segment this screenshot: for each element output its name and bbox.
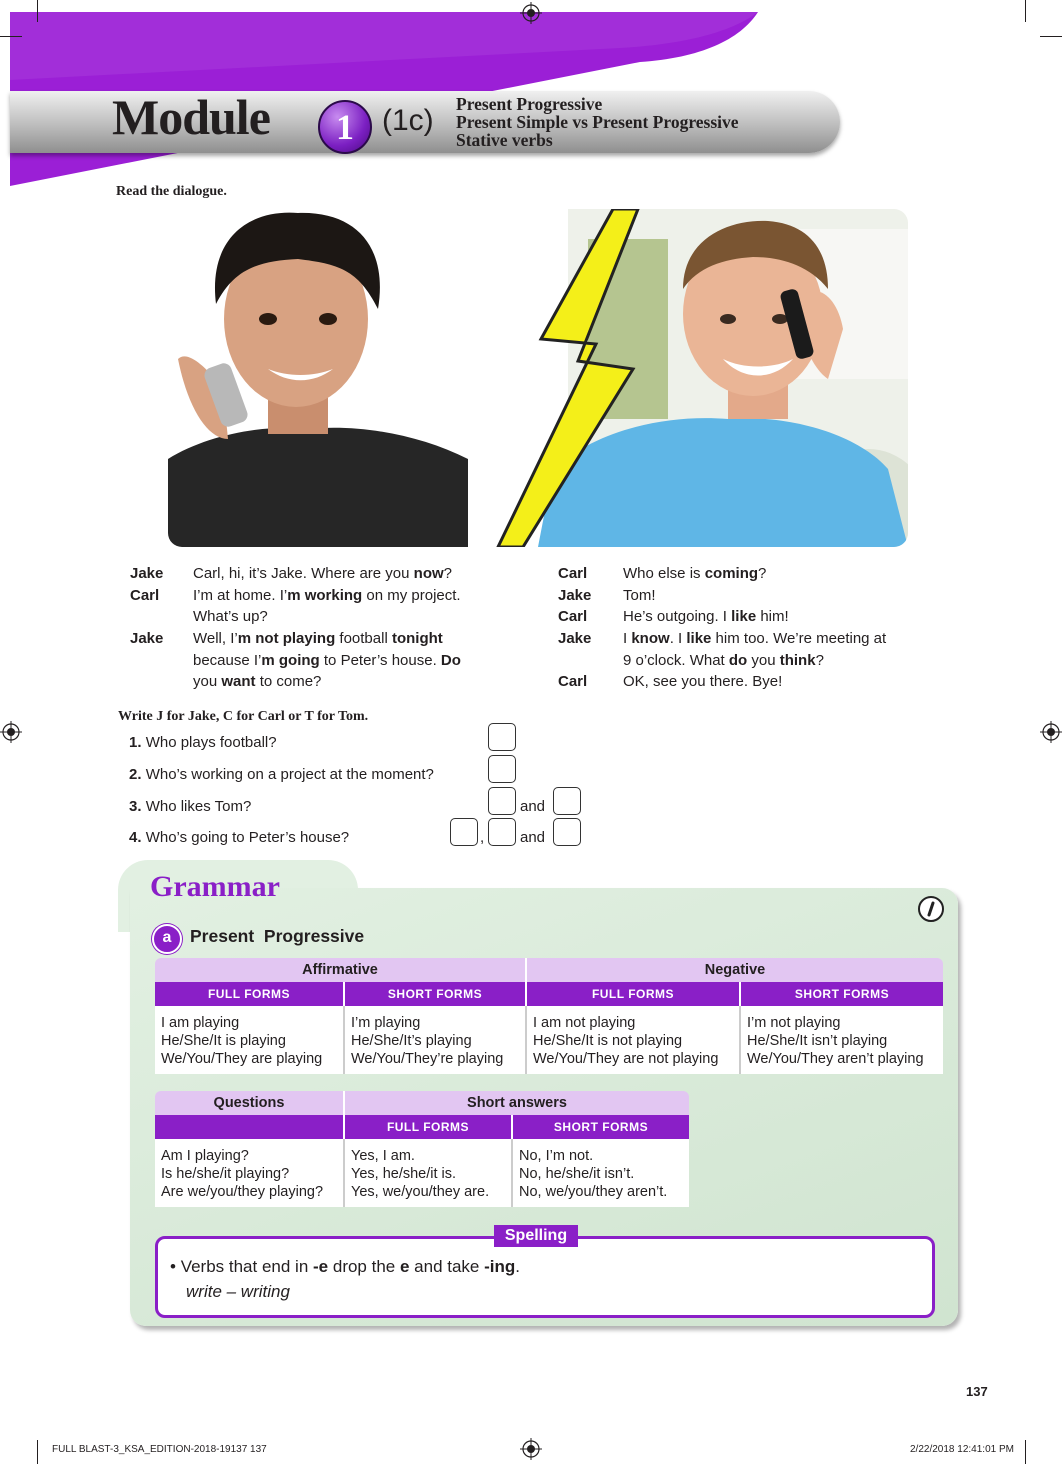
crop-mark (0, 36, 22, 37)
table-group-header: Short answers (344, 1091, 689, 1115)
table-group-header: Negative (526, 958, 943, 982)
question-number: 3. (129, 798, 142, 815)
question-number: 1. (129, 734, 142, 751)
dialogue-line: I know. I like him too. We’re meeting at (623, 630, 887, 647)
question-text: Who’s going to Peter’s house? (145, 829, 350, 846)
and-label: and (520, 798, 546, 815)
topic: Present Simple vs Present Progressive (456, 112, 739, 132)
table-subheader-empty (155, 1115, 344, 1139)
spelling-tag: Spelling (494, 1225, 578, 1247)
table-cell: Am I playing? Is he/she/it playing? Are we/you/they playing? (155, 1139, 344, 1207)
dialogue-line: Tom! (623, 587, 656, 604)
question-4 (129, 829, 349, 846)
speaker: Carl (130, 587, 160, 604)
dialogue-line: What’s up? (193, 608, 268, 625)
module-topics (456, 95, 739, 149)
topic: Present Progressive (456, 94, 603, 114)
question-text: Who likes Tom? (145, 798, 252, 815)
module-number-badge: 1 (318, 100, 372, 154)
table-group-header: Affirmative (155, 958, 526, 982)
comma-label: , (480, 829, 485, 846)
info-icon[interactable] (918, 896, 944, 922)
section-title: Present Progressive (190, 926, 365, 946)
question-text: Who’s working on a project at the moment? (145, 766, 434, 783)
answer-box[interactable] (553, 818, 581, 846)
topic: Stative verbs (456, 130, 553, 150)
table-cell: I am playing He/She/It is playing We/You/They are playing (155, 1006, 344, 1074)
dialogue-line: OK, see you there. Bye! (623, 673, 783, 690)
table-subheader: SHORT FORMS (344, 982, 526, 1006)
dialogue-line: He’s outgoing. I like him! (623, 608, 789, 625)
dialogue-line: Well, I’m not playing football tonight (193, 630, 443, 647)
speaker: Carl (558, 608, 588, 625)
spelling-rule: • Verbs that end in -e drop the e and take -ing. (170, 1257, 520, 1276)
dialogue-line: you want to come? (193, 673, 322, 690)
registration-mark-icon (520, 2, 542, 24)
answer-box[interactable] (488, 787, 516, 815)
dialogue-line: I’m at home. I’m working on my project. (193, 587, 461, 604)
spelling-box (155, 1236, 935, 1318)
speaker: Carl (558, 673, 588, 690)
questions-answers-table (155, 1091, 689, 1207)
read-instruction: Read the dialogue. (116, 184, 227, 199)
table-subheader: SHORT FORMS (512, 1115, 689, 1139)
table-group-header: Questions (155, 1091, 344, 1115)
footer-timestamp: 2/22/2018 12:41:01 PM (910, 1444, 1014, 1455)
table-cell: I’m not playing He/She/It isn’t playing We/You/They aren’t playing (740, 1006, 943, 1074)
table-subheader: FULL FORMS (526, 982, 740, 1006)
registration-mark-icon (0, 721, 22, 743)
answer-box[interactable] (450, 818, 478, 846)
table-cell: No, I’m not. No, he/she/it isn’t. No, we/you/they aren’t. (512, 1139, 689, 1207)
and-label: and (520, 829, 546, 846)
crop-mark (1025, 0, 1026, 22)
speaker: Carl (558, 565, 588, 582)
spelling-example: write – writing (186, 1282, 290, 1301)
crop-mark (37, 1440, 38, 1464)
speaker: Jake (558, 630, 592, 647)
crop-mark (37, 0, 38, 22)
dialogue-right (558, 563, 938, 693)
speaker: Jake (558, 587, 592, 604)
section-badge: a (152, 924, 182, 954)
crop-mark (1025, 1440, 1026, 1464)
table-subheader: FULL FORMS (155, 982, 344, 1006)
dialogue-line: 9 o’clock. What do you think? (623, 652, 824, 669)
question-1 (129, 734, 277, 751)
answer-box[interactable] (488, 723, 516, 751)
speaker: Jake (130, 630, 164, 647)
question-3 (129, 798, 251, 815)
grammar-title: Grammar (150, 870, 280, 903)
table-cell: Yes, I am. Yes, he/she/it is. Yes, we/you/they are. (344, 1139, 512, 1207)
question-number: 2. (129, 766, 142, 783)
module-code: (1c) (382, 104, 434, 137)
speaker: Jake (130, 565, 164, 582)
dialogue-line: because I’m going to Peter’s house. Do (193, 652, 461, 669)
table-subheader: SHORT FORMS (740, 982, 943, 1006)
footer-file: FULL BLAST-3_KSA_EDITION-2018-19137 137 (52, 1444, 267, 1455)
question-2 (129, 766, 434, 783)
dialogue-line: Carl, hi, it’s Jake. Where are you now? (193, 565, 452, 582)
registration-mark-icon (1040, 721, 1062, 743)
dialogue-photo (168, 209, 908, 547)
table-cell: I’m playing He/She/It’s playing We/You/They’re playing (344, 1006, 526, 1074)
answer-box[interactable] (488, 755, 516, 783)
dialogue-line: Who else is coming? (623, 565, 767, 582)
question-number: 4. (129, 829, 142, 846)
answer-box[interactable] (553, 787, 581, 815)
crop-mark (1040, 36, 1062, 37)
affirmative-negative-table (155, 958, 943, 1074)
answer-box[interactable] (488, 818, 516, 846)
registration-mark-icon (1, 0, 23, 22)
page-number: 137 (966, 1384, 988, 1399)
question-text: Who plays football? (145, 734, 277, 751)
table-subheader: FULL FORMS (344, 1115, 512, 1139)
module-title: Module (112, 89, 270, 145)
write-instruction: Write J for Jake, C for Carl or T for Tom. (118, 709, 369, 724)
registration-mark-icon (520, 1438, 542, 1460)
table-cell: I am not playing He/She/It is not playing We/You/They are not playing (526, 1006, 740, 1074)
dialogue-left (130, 563, 510, 693)
